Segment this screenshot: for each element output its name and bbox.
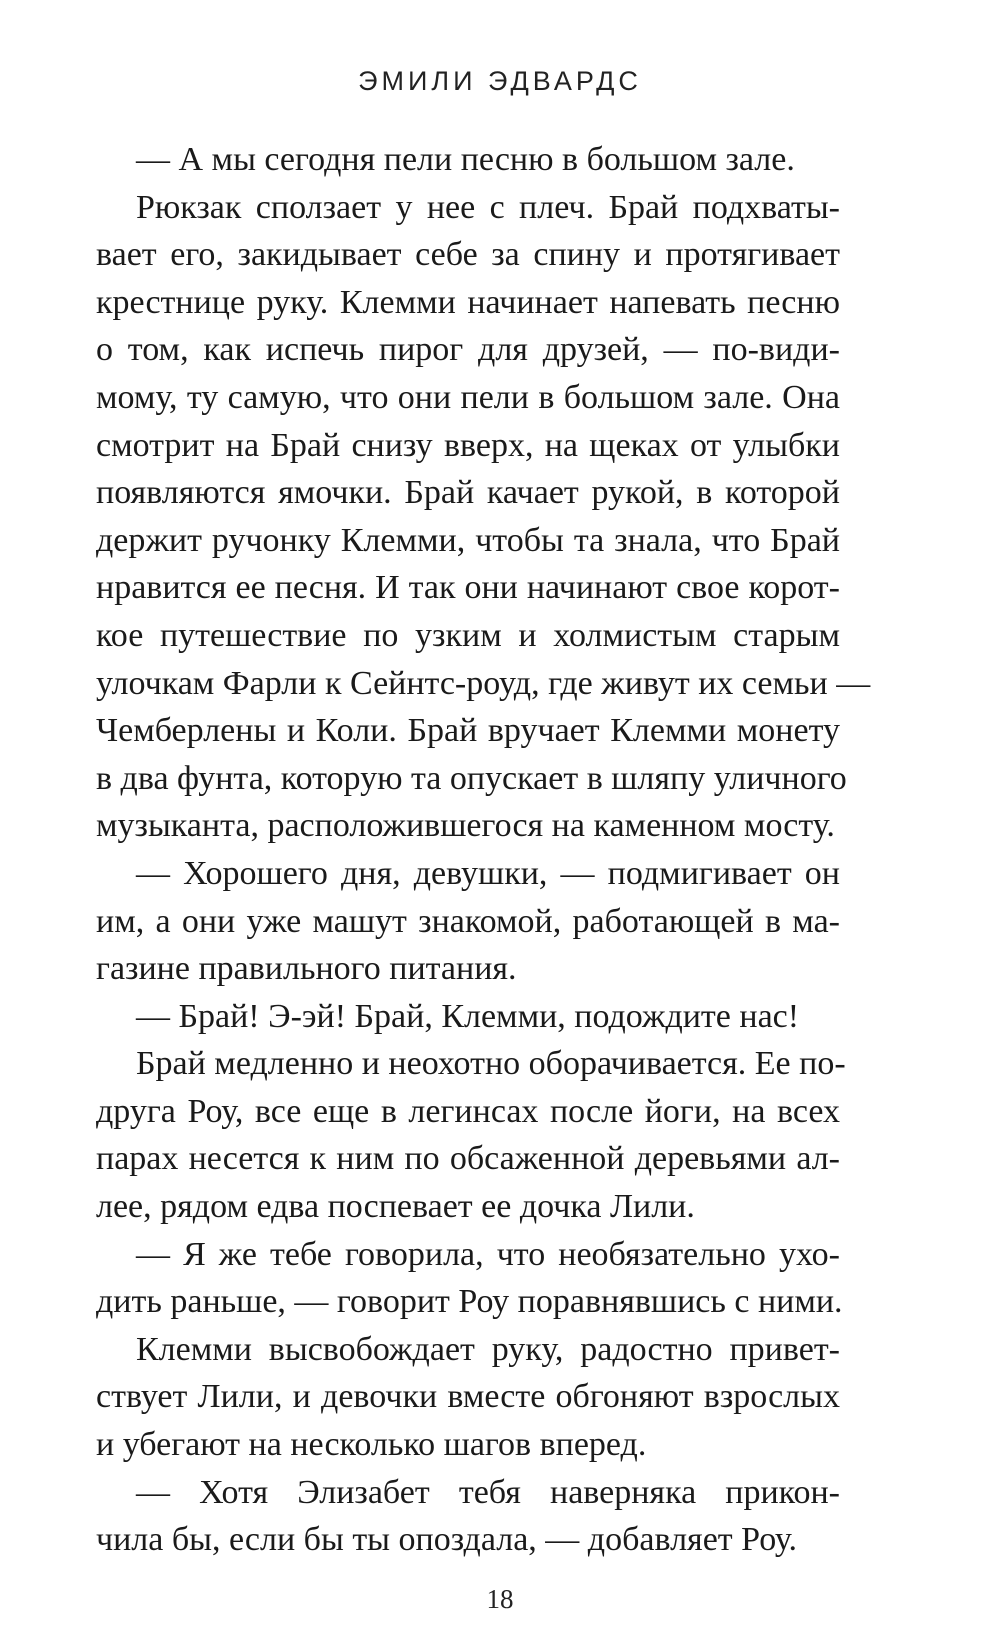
text-line: — Брай! Э-эй! Брай, Клемми, подождите нас! [136,997,800,1035]
text-line: музыканта, расположившегося на каменном мосту. [96,807,835,845]
text-line: Рюкзак сползает у нее с плеч. Брай подхваты- [136,188,840,226]
text-line: друга Роу, все еще в легинсах после йоги, на всех [96,1092,840,1130]
paragraph [96,993,840,1041]
running-head: ЭМИЛИ ЭДВАРДС [358,66,642,96]
text-line: о том, как испечь пирог для друзей, — по-види- [96,331,840,369]
text-line: улочкам Фарли к Сейнтс-роуд, где живут их семьи — [96,664,871,702]
paragraph [96,1040,846,1230]
text-line: появляются ямочки. Брай качает рукой, в которой [96,474,840,512]
text-line: — Я же тебе говорила, что необязательно ухо- [136,1235,840,1273]
text-line: — Хотя Элизабет тебя наверняка прикон- [136,1473,840,1511]
text-line: — Хорошего дня, девушки, — подмигивает он [136,854,840,892]
body-text [96,136,871,1564]
text-line: Брай медленно и неохотно оборачивается. Ее по- [136,1045,846,1083]
text-line: мому, ту самую, что они пели в большом зале. Она [96,378,840,416]
text-line: чила бы, если бы ты опоздала, — добавляет Роу. [96,1521,798,1559]
text-line: крестнице руку. Клемми начинает напевать песню [96,283,840,321]
text-line: лее, рядом едва поспевает ее дочка Лили. [96,1188,695,1226]
paragraph [96,1326,840,1469]
text-line: ствует Лили, и девочки вместе обгоняют взрослых [96,1378,840,1416]
text-line: смотрит на Брай снизу вверх, на щеках от улыбки [96,426,840,464]
text-line: Чемберлены и Коли. Брай вручает Клемми монету [96,712,840,750]
paragraph [96,1469,840,1564]
text-line: и убегают на несколько шагов вперед. [96,1426,647,1464]
paragraph [96,136,840,184]
text-line: нравится ее песня. И так они начинают свое корот- [96,569,840,607]
text-line: Клемми высвобождает руку, радостно привет- [136,1330,840,1368]
text-line: в два фунта, которую та опускает в шляпу уличного [96,759,847,797]
text-line: — А мы сегодня пели песню в большом зале. [136,141,795,178]
text-line: вает его, закидывает себе за спину и протягивает [96,236,840,274]
text-line: им, а они уже машут знакомой, работающей в ма- [96,902,840,940]
text-line: дить раньше, — говорит Роу поравнявшись с ними. [96,1283,843,1321]
paragraph [96,850,840,993]
text-line: держит ручонку Клемми, чтобы та знала, что Брай [96,521,840,559]
paragraph [96,184,871,850]
text-line: газине правильного питания. [96,950,517,988]
paragraph [96,1231,843,1326]
page-number: 18 [486,1584,514,1614]
text-line: парах несется к ним по обсаженной деревьями ал- [96,1140,840,1178]
text-line: кое путешествие по узким и холмистым старым [96,616,840,654]
